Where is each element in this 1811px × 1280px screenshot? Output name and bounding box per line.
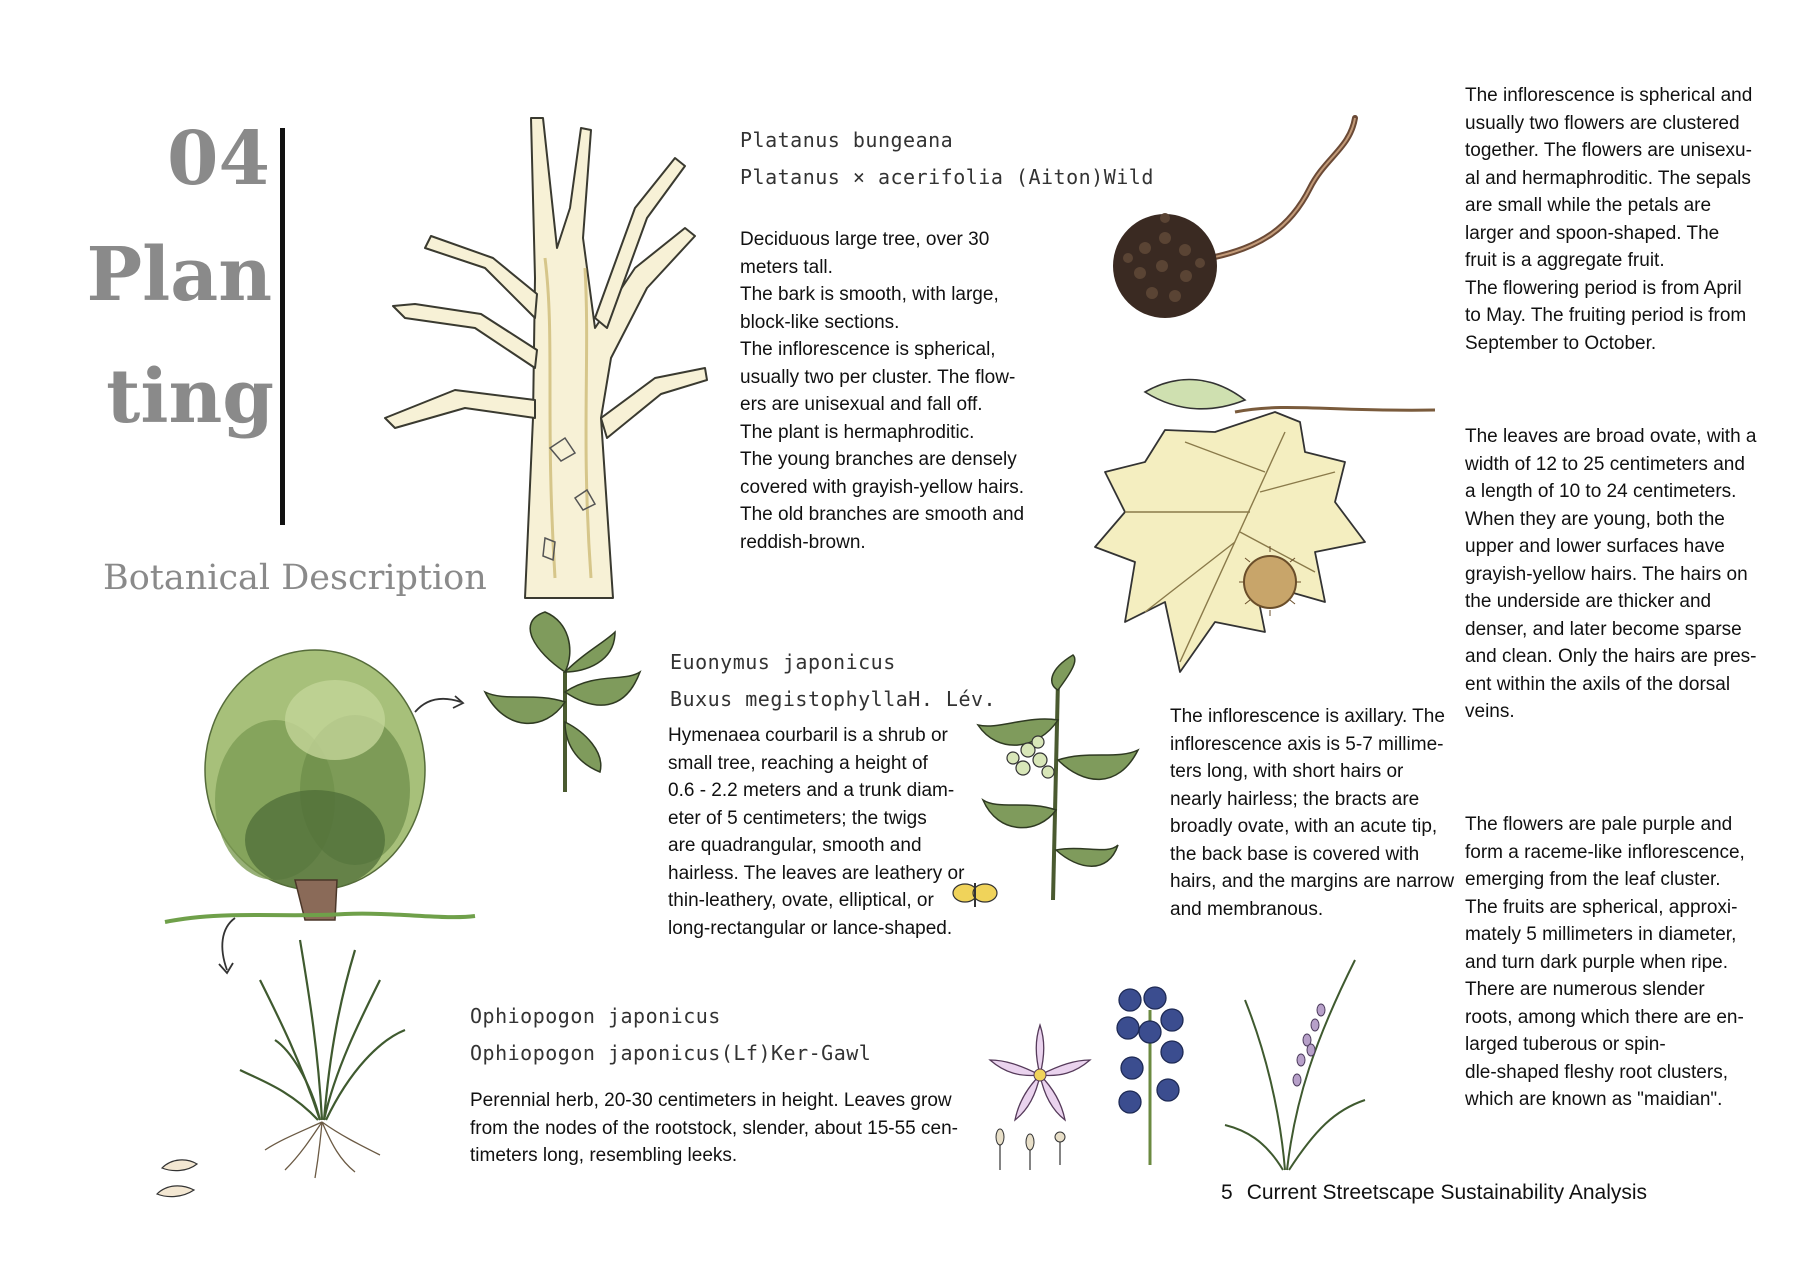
desc-line: eter of 5 centimeters; the twigs xyxy=(668,807,927,829)
desc-line: together. The flowers are unisexu- xyxy=(1465,140,1752,161)
desc-line: The young branches are densely xyxy=(740,449,1017,470)
desc-line: There are numerous slender xyxy=(1465,979,1705,1000)
platanus-description xyxy=(740,226,1040,556)
desc-line: larged tuberous or spin- xyxy=(1465,1034,1666,1055)
platanus-name-primary: Platanus bungeana xyxy=(740,128,954,152)
ophiopogon-description xyxy=(470,1087,970,1170)
footer xyxy=(1221,1181,1647,1205)
desc-line: and membranous. xyxy=(1170,898,1324,920)
desc-line: and clean. Only the hairs are pres- xyxy=(1465,646,1757,667)
desc-line: long-rectangular or lance-shaped. xyxy=(668,917,953,939)
desc-line: upper and lower surfaces have xyxy=(1465,536,1725,557)
desc-line: mately 5 millimeters in diameter, xyxy=(1465,924,1737,945)
desc-line: are small while the petals are xyxy=(1465,195,1712,216)
platanus-inflorescence-text xyxy=(1465,82,1765,357)
desc-line: small tree, reaching a height of xyxy=(668,752,928,774)
desc-line: The flowering period is from April xyxy=(1465,277,1742,299)
butterfly-icon xyxy=(950,875,1000,915)
desc-line: form a raceme-like inflorescence, xyxy=(1465,841,1745,863)
euonymus-name-secondary: Buxus megistophyllaH. Lév. xyxy=(670,687,997,711)
arrow-icon xyxy=(205,918,245,978)
desc-line: The inflorescence is spherical and xyxy=(1465,85,1753,106)
desc-line: fruit is a aggregate fruit. xyxy=(1465,250,1665,271)
desc-line: The inflorescence is axillary. The xyxy=(1170,706,1445,727)
desc-line: inflorescence axis is 5-7 millime- xyxy=(1170,733,1444,755)
ophiopogon-plant-illustration xyxy=(240,940,410,1180)
desc-line: covered with grayish-yellow hairs. xyxy=(740,476,1025,498)
desc-line: Perennial herb, 20-30 centimeters in height. Leaves grow xyxy=(470,1090,952,1111)
desc-line: from the nodes of the rootstock, slender, about 15-55 cen- xyxy=(470,1117,958,1139)
desc-line: The fruits are spherical, approxi- xyxy=(1465,896,1738,918)
desc-line: The bark is smooth, with large, xyxy=(740,284,999,305)
section-subtitle: Botanical Description xyxy=(103,558,487,598)
desc-line: which are known as "maidian". xyxy=(1465,1089,1723,1110)
desc-line: a length of 10 to 24 centimeters. xyxy=(1465,481,1737,502)
desc-line: ers are unisexual and fall off. xyxy=(740,394,983,415)
desc-line: al and hermaphroditic. The sepals xyxy=(1465,167,1751,189)
desc-line: and turn dark purple when ripe. xyxy=(1465,951,1728,973)
heading-divider xyxy=(280,128,285,525)
desc-line: width of 12 to 25 centimeters and xyxy=(1465,453,1745,475)
desc-line: dle-shaped fleshy root clusters, xyxy=(1465,1061,1728,1083)
desc-line: veins. xyxy=(1465,701,1515,722)
desc-line: the back base is covered with xyxy=(1170,843,1420,865)
desc-line: Deciduous large tree, over 30 xyxy=(740,229,990,250)
desc-line: timeters long, resembling leeks. xyxy=(470,1145,738,1166)
platanus-name-secondary: Platanus × acerifolia (Aiton)Wild xyxy=(740,165,1154,189)
desc-line: usually two per cluster. The flow- xyxy=(740,366,1016,388)
desc-line: The flowers are pale purple and xyxy=(1465,814,1733,835)
desc-line: Hymenaea courbaril is a shrub or xyxy=(668,725,948,746)
desc-line: The leaves are broad ovate, with a xyxy=(1465,426,1757,447)
section-number: 04 xyxy=(167,116,270,202)
ophiopogon-flower-illustration xyxy=(990,1025,1090,1170)
desc-line: hairless. The leaves are leathery or xyxy=(668,862,965,884)
euonymus-description xyxy=(668,722,968,942)
platanus-leaf-text xyxy=(1465,423,1765,726)
desc-line: grayish-yellow hairs. The hairs on xyxy=(1465,563,1748,585)
desc-line: to May. The fruiting period is from xyxy=(1465,305,1747,326)
ophiopogon-spike-illustration xyxy=(1225,960,1365,1170)
euonymus-inflorescence-text xyxy=(1170,703,1470,923)
desc-line: block-like sections. xyxy=(740,311,900,333)
desc-line: are quadrangular, smooth and xyxy=(668,835,922,856)
desc-line: The plant is hermaphroditic. xyxy=(740,421,975,443)
section-title-line1: Plan xyxy=(86,232,272,318)
desc-line: When they are young, both the xyxy=(1465,508,1725,530)
desc-line: larger and spoon-shaped. The xyxy=(1465,222,1720,244)
desc-line: the underside are thicker and xyxy=(1465,591,1712,612)
desc-line: emerging from the leaf cluster. xyxy=(1465,869,1721,890)
desc-line: The old branches are smooth and xyxy=(740,504,1025,525)
ophiopogon-flower-text xyxy=(1465,811,1765,1114)
desc-line: thin-leathery, ovate, elliptical, or xyxy=(668,890,934,911)
desc-line: ent within the axils of the dorsal xyxy=(1465,673,1731,695)
ophiopogon-name-secondary: Ophiopogon japonicus(Lf)Ker-Gawl xyxy=(470,1041,872,1065)
euonymus-branch-illustration xyxy=(475,612,645,792)
tuber-roots-icon xyxy=(152,1150,212,1200)
footer-title: Current Streetscape Sustainability Analysis xyxy=(1246,1181,1648,1204)
desc-line: hairs, and the margins are narrow xyxy=(1170,871,1455,892)
desc-line: usually two flowers are clustered xyxy=(1465,112,1740,134)
euonymus-name-primary: Euonymus japonicus xyxy=(670,650,896,674)
ophiopogon-name-primary: Ophiopogon japonicus xyxy=(470,1004,721,1028)
ophiopogon-berries-illustration xyxy=(1110,990,1190,1165)
desc-line: nearly hairless; the bracts are xyxy=(1170,788,1420,810)
desc-line: ters long, with short hairs or xyxy=(1170,761,1404,782)
desc-line: September to October. xyxy=(1465,332,1657,354)
desc-line: The inflorescence is spherical, xyxy=(740,339,996,360)
desc-line: 0.6 - 2.2 meters and a trunk diam- xyxy=(668,780,955,801)
desc-line: roots, among which there are en- xyxy=(1465,1006,1744,1028)
desc-line: broadly ovate, with an acute tip, xyxy=(1170,816,1438,837)
desc-line: meters tall. xyxy=(740,256,833,278)
euonymus-shrub-illustration xyxy=(165,640,485,940)
page-number: 5 xyxy=(1221,1181,1233,1204)
platanus-leaf-illustration xyxy=(1085,372,1445,692)
desc-line: reddish-brown. xyxy=(740,531,866,553)
euonymus-flowering-branch-illustration xyxy=(968,660,1143,900)
platanus-fruit-illustration xyxy=(1100,118,1370,328)
desc-line: denser, and later become sparse xyxy=(1465,618,1742,640)
section-title-line2: ting xyxy=(106,354,274,440)
platanus-tree-illustration xyxy=(385,118,715,598)
